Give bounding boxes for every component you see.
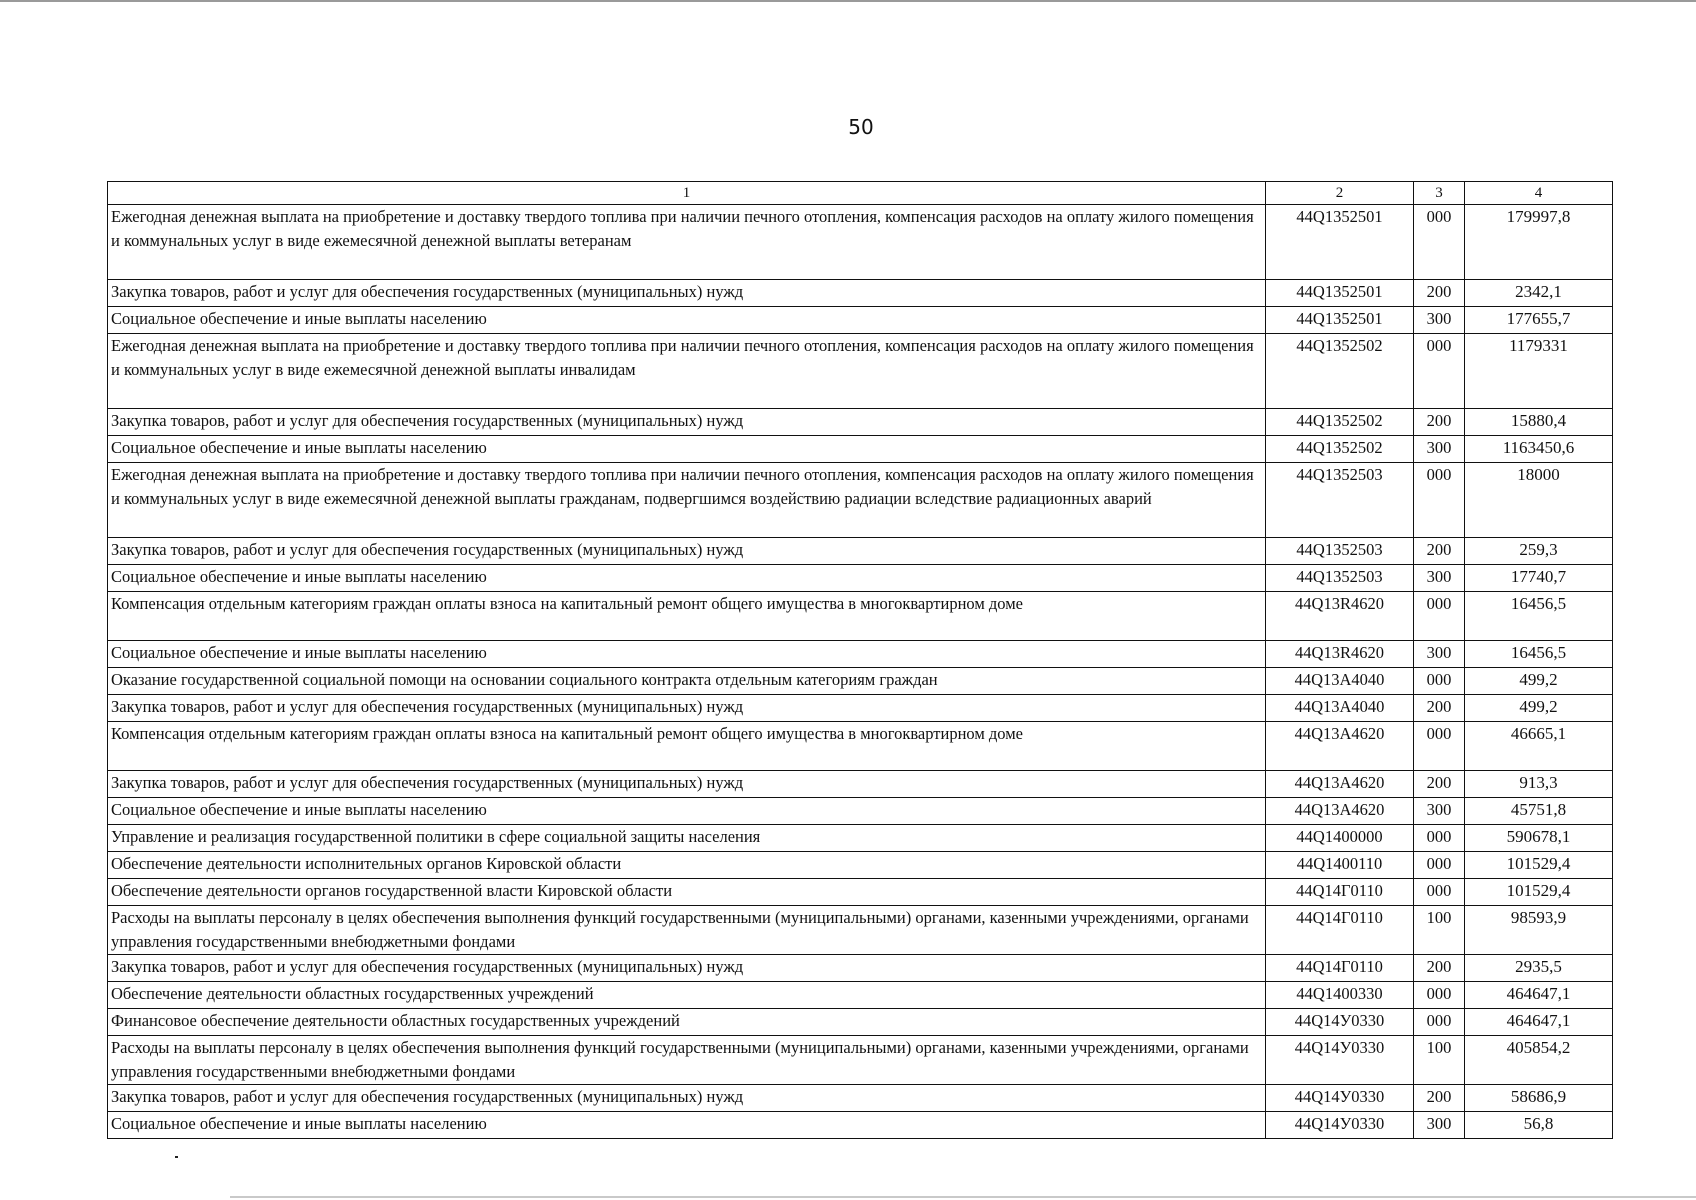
row-amount-cell: 45751,8 — [1465, 798, 1613, 825]
row-expense-type-cell: 300 — [1414, 798, 1465, 825]
page-number: 50 — [848, 115, 874, 139]
row-name-cell: Социальное обеспечение и иные выплаты населению — [108, 798, 1266, 825]
table-row — [108, 205, 1613, 280]
column-header-amount: 4 — [1465, 182, 1613, 205]
row-target-code-cell: 44Q14Г0110 — [1266, 879, 1414, 906]
table-row — [108, 668, 1613, 695]
table-row — [108, 436, 1613, 463]
table-row — [108, 852, 1613, 879]
table-row — [108, 307, 1613, 334]
table-row — [108, 695, 1613, 722]
row-expense-type-cell: 000 — [1414, 463, 1465, 538]
row-name-cell: Закупка товаров, работ и услуг для обеспечения государственных (муниципальных) нужд — [108, 409, 1266, 436]
table-row — [108, 334, 1613, 409]
row-target-code-cell: 44Q14У0330 — [1266, 1009, 1414, 1036]
row-target-code-cell: 44Q13R4620 — [1266, 592, 1414, 641]
row-name-cell: Управление и реализация государственной политики в сфере социальной защиты населения — [108, 825, 1266, 852]
row-amount-cell: 913,3 — [1465, 771, 1613, 798]
row-expense-type-cell: 200 — [1414, 280, 1465, 307]
table-row — [108, 879, 1613, 906]
row-name-cell: Социальное обеспечение и иные выплаты населению — [108, 1112, 1266, 1139]
table-row — [108, 722, 1613, 771]
row-name-cell: Ежегодная денежная выплата на приобретение и доставку твердого топлива при наличии печного отопления, компенсация расходов на оплату жилого помещения и коммунальных услуг в виде ежемесячной денежной выплаты инвалидам — [108, 334, 1266, 409]
scan-mark — [175, 1156, 178, 1158]
row-expense-type-cell: 200 — [1414, 695, 1465, 722]
row-name-cell: Социальное обеспечение и иные выплаты населению — [108, 307, 1266, 334]
row-target-code-cell: 44Q14У0330 — [1266, 1112, 1414, 1139]
row-name-cell: Оказание государственной социальной помощи на основании социального контракта отдельным категориям граждан — [108, 668, 1266, 695]
row-name-cell: Обеспечение деятельности исполнительных органов Кировской области — [108, 852, 1266, 879]
row-expense-type-cell: 000 — [1414, 722, 1465, 771]
row-amount-cell: 2342,1 — [1465, 280, 1613, 307]
row-name-cell: Ежегодная денежная выплата на приобретение и доставку твердого топлива при наличии печного отопления, компенсация расходов на оплату жилого помещения и коммунальных услуг в виде ежемесячной денежной выплаты ветеранам — [108, 205, 1266, 280]
column-header-target-code: 2 — [1266, 182, 1414, 205]
row-amount-cell: 177655,7 — [1465, 307, 1613, 334]
table-row — [108, 798, 1613, 825]
row-amount-cell: 179997,8 — [1465, 205, 1613, 280]
row-expense-type-cell: 300 — [1414, 565, 1465, 592]
row-name-cell: Социальное обеспечение и иные выплаты населению — [108, 436, 1266, 463]
row-target-code-cell: 44Q13А4620 — [1266, 722, 1414, 771]
row-target-code-cell: 44Q13А4620 — [1266, 798, 1414, 825]
row-amount-cell: 464647,1 — [1465, 982, 1613, 1009]
row-target-code-cell: 44Q1352501 — [1266, 307, 1414, 334]
row-expense-type-cell: 200 — [1414, 771, 1465, 798]
row-expense-type-cell: 000 — [1414, 825, 1465, 852]
row-name-cell: Ежегодная денежная выплата на приобретение и доставку твердого топлива при наличии печного отопления, компенсация расходов на оплату жилого помещения и коммунальных услуг в виде ежемесячной денежной выплаты гражданам, подвергшимся воздействию радиации вследствие радиационных аварий — [108, 463, 1266, 538]
row-target-code-cell: 44Q1352502 — [1266, 409, 1414, 436]
row-name-cell: Закупка товаров, работ и услуг для обеспечения государственных (муниципальных) нужд — [108, 280, 1266, 307]
row-name-cell: Финансовое обеспечение деятельности областных государственных учреждений — [108, 1009, 1266, 1036]
table-row — [108, 592, 1613, 641]
row-amount-cell: 15880,4 — [1465, 409, 1613, 436]
table-row — [108, 1112, 1613, 1139]
row-amount-cell: 58686,9 — [1465, 1085, 1613, 1112]
column-header-name: 1 — [108, 182, 1266, 205]
row-target-code-cell: 44Q1352503 — [1266, 565, 1414, 592]
row-expense-type-cell: 100 — [1414, 906, 1465, 955]
row-name-cell: Закупка товаров, работ и услуг для обеспечения государственных (муниципальных) нужд — [108, 1085, 1266, 1112]
row-expense-type-cell: 000 — [1414, 334, 1465, 409]
row-amount-cell: 259,3 — [1465, 538, 1613, 565]
row-amount-cell: 1163450,6 — [1465, 436, 1613, 463]
row-target-code-cell: 44Q13А4040 — [1266, 695, 1414, 722]
row-expense-type-cell: 000 — [1414, 852, 1465, 879]
row-target-code-cell: 44Q1352501 — [1266, 280, 1414, 307]
row-expense-type-cell: 300 — [1414, 307, 1465, 334]
row-expense-type-cell: 000 — [1414, 982, 1465, 1009]
table-row — [108, 955, 1613, 982]
row-amount-cell: 1179331 — [1465, 334, 1613, 409]
row-target-code-cell: 44Q1352503 — [1266, 538, 1414, 565]
row-amount-cell: 2935,5 — [1465, 955, 1613, 982]
row-target-code-cell: 44Q1352503 — [1266, 463, 1414, 538]
row-expense-type-cell: 000 — [1414, 1009, 1465, 1036]
row-name-cell: Социальное обеспечение и иные выплаты населению — [108, 641, 1266, 668]
table-header-row — [108, 182, 1613, 205]
row-target-code-cell: 44Q1352502 — [1266, 436, 1414, 463]
row-target-code-cell: 44Q1352501 — [1266, 205, 1414, 280]
row-expense-type-cell: 300 — [1414, 1112, 1465, 1139]
row-amount-cell: 56,8 — [1465, 1112, 1613, 1139]
row-target-code-cell: 44Q13А4040 — [1266, 668, 1414, 695]
row-name-cell: Закупка товаров, работ и услуг для обеспечения государственных (муниципальных) нужд — [108, 771, 1266, 798]
table-row — [108, 1085, 1613, 1112]
budget-table — [107, 181, 1613, 1139]
row-expense-type-cell: 200 — [1414, 1085, 1465, 1112]
row-expense-type-cell: 000 — [1414, 592, 1465, 641]
row-target-code-cell: 44Q1400330 — [1266, 982, 1414, 1009]
row-amount-cell: 405854,2 — [1465, 1036, 1613, 1085]
row-target-code-cell: 44Q13R4620 — [1266, 641, 1414, 668]
row-name-cell: Расходы на выплаты персоналу в целях обеспечения выполнения функций государственными (муниципальными) органами, казенными учреждениями, органами управления государственными внебюджетными фондами — [108, 1036, 1266, 1085]
row-expense-type-cell: 300 — [1414, 641, 1465, 668]
row-target-code-cell: 44Q13А4620 — [1266, 771, 1414, 798]
row-target-code-cell: 44Q1400110 — [1266, 852, 1414, 879]
row-target-code-cell: 44Q14Г0110 — [1266, 955, 1414, 982]
row-amount-cell: 499,2 — [1465, 668, 1613, 695]
table-body — [108, 182, 1613, 1139]
row-name-cell: Социальное обеспечение и иные выплаты населению — [108, 565, 1266, 592]
row-amount-cell: 16456,5 — [1465, 592, 1613, 641]
row-expense-type-cell: 200 — [1414, 409, 1465, 436]
row-name-cell: Компенсация отдельным категориям граждан оплаты взноса на капитальный ремонт общего имущества в многоквартирном доме — [108, 722, 1266, 771]
row-expense-type-cell: 100 — [1414, 1036, 1465, 1085]
row-amount-cell: 46665,1 — [1465, 722, 1613, 771]
row-name-cell: Обеспечение деятельности органов государственной власти Кировской области — [108, 879, 1266, 906]
table-row — [108, 982, 1613, 1009]
row-amount-cell: 101529,4 — [1465, 852, 1613, 879]
row-amount-cell: 17740,7 — [1465, 565, 1613, 592]
row-name-cell: Закупка товаров, работ и услуг для обеспечения государственных (муниципальных) нужд — [108, 695, 1266, 722]
table-row — [108, 825, 1613, 852]
row-target-code-cell: 44Q14Г0110 — [1266, 906, 1414, 955]
table-row — [108, 463, 1613, 538]
row-amount-cell: 499,2 — [1465, 695, 1613, 722]
row-expense-type-cell: 200 — [1414, 955, 1465, 982]
row-amount-cell: 18000 — [1465, 463, 1613, 538]
row-expense-type-cell: 200 — [1414, 538, 1465, 565]
table-row — [108, 1009, 1613, 1036]
table-row — [108, 409, 1613, 436]
row-target-code-cell: 44Q1400000 — [1266, 825, 1414, 852]
table-row — [108, 1036, 1613, 1085]
row-amount-cell: 464647,1 — [1465, 1009, 1613, 1036]
row-amount-cell: 98593,9 — [1465, 906, 1613, 955]
row-target-code-cell: 44Q14У0330 — [1266, 1085, 1414, 1112]
row-expense-type-cell: 000 — [1414, 668, 1465, 695]
row-amount-cell: 101529,4 — [1465, 879, 1613, 906]
scan-bottom-edge — [230, 1196, 1696, 1198]
table-row — [108, 771, 1613, 798]
row-expense-type-cell: 300 — [1414, 436, 1465, 463]
scan-top-edge — [0, 0, 1696, 2]
table-row — [108, 280, 1613, 307]
row-name-cell: Компенсация отдельным категориям граждан оплаты взноса на капитальный ремонт общего имущества в многоквартирном доме — [108, 592, 1266, 641]
row-name-cell: Закупка товаров, работ и услуг для обеспечения государственных (муниципальных) нужд — [108, 538, 1266, 565]
column-header-expense-type: 3 — [1414, 182, 1465, 205]
row-target-code-cell: 44Q14У0330 — [1266, 1036, 1414, 1085]
row-expense-type-cell: 000 — [1414, 205, 1465, 280]
table-row — [108, 565, 1613, 592]
row-amount-cell: 16456,5 — [1465, 641, 1613, 668]
table-row — [108, 538, 1613, 565]
row-name-cell: Обеспечение деятельности областных государственных учреждений — [108, 982, 1266, 1009]
row-name-cell: Закупка товаров, работ и услуг для обеспечения государственных (муниципальных) нужд — [108, 955, 1266, 982]
row-target-code-cell: 44Q1352502 — [1266, 334, 1414, 409]
row-name-cell: Расходы на выплаты персоналу в целях обеспечения выполнения функций государственными (муниципальными) органами, казенными учреждениями, органами управления государственными внебюджетными фондами — [108, 906, 1266, 955]
row-amount-cell: 590678,1 — [1465, 825, 1613, 852]
row-expense-type-cell: 000 — [1414, 879, 1465, 906]
table-row — [108, 906, 1613, 955]
table-row — [108, 641, 1613, 668]
